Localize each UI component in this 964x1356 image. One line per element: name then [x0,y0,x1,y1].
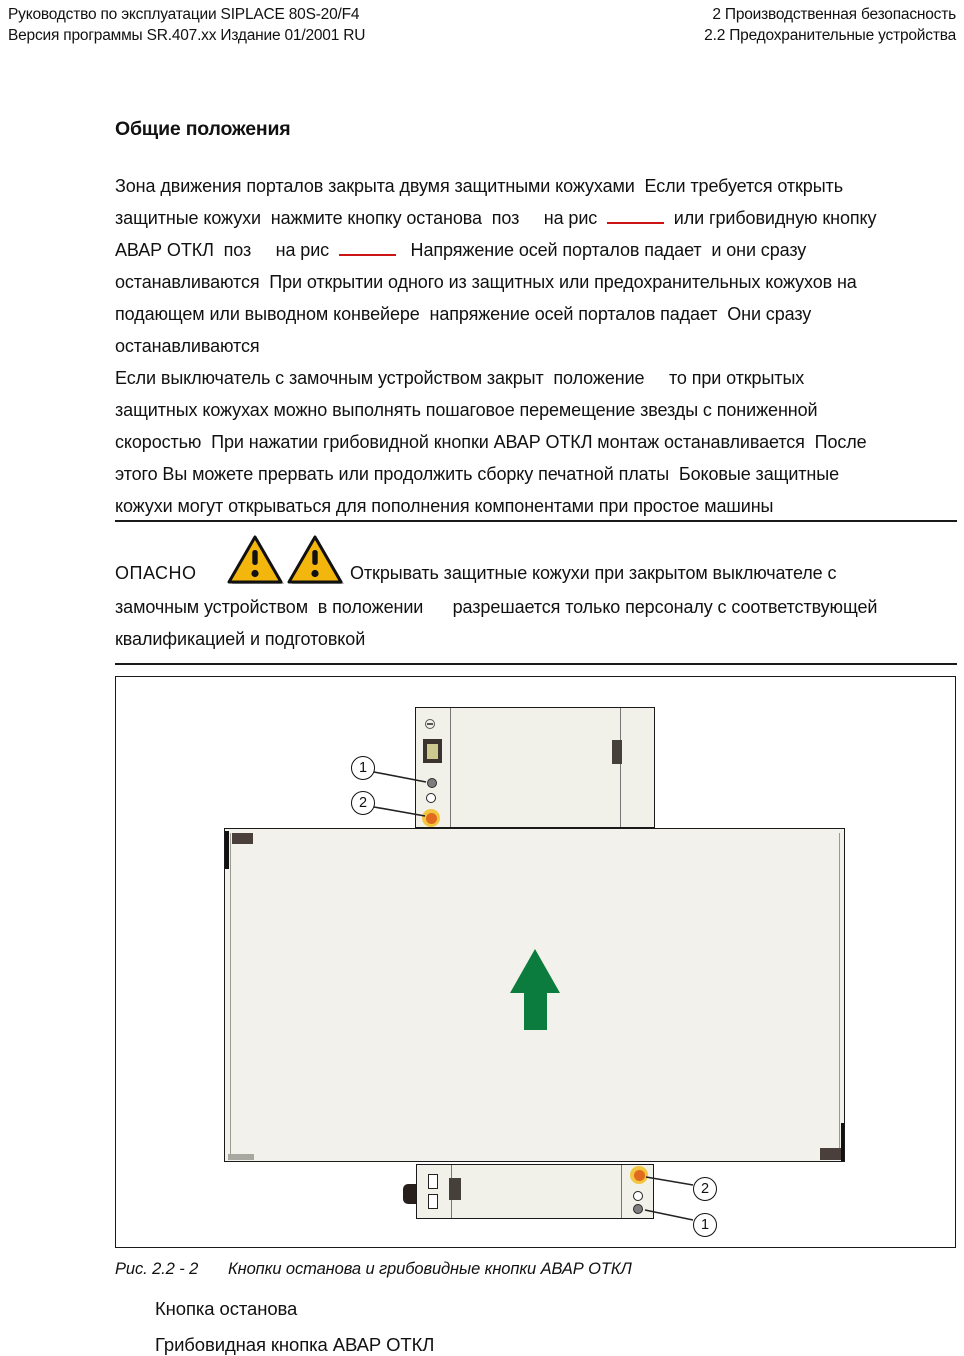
body-line: Зона движения порталов закрыта двумя защитными кожухами Если требуется открыть [115,176,843,196]
page-title: Общие положения [115,118,291,140]
edge-hinge-left [225,831,229,869]
indicator-hole-bottom [633,1191,643,1201]
body-text-segment: АВАР ОТКЛ поз на рис [115,240,339,260]
warning-triangle-icon [287,535,345,585]
callout-2: 2 [351,791,375,815]
slot-window [428,1174,438,1189]
callout-1: 1 [693,1213,717,1237]
body-line: подающем или выводном конвейере напряжение осей порталов падает Они сразу [115,304,812,324]
callout-2: 2 [693,1177,717,1201]
connector-plug [403,1184,416,1204]
horizontal-divider [115,520,957,522]
gantry-unit-top [415,707,655,828]
body-text-segment: или грибовидную кнопку [664,208,877,228]
edge-hinge-right [841,1123,844,1161]
body-text-segment: защитные кожухи нажмите кнопку останова поз на рис [115,208,607,228]
machine-body [224,828,845,1162]
slot-window [428,1194,438,1209]
cover-edge-line-right [839,833,840,1157]
manual-title: Руководство по эксплуатации SIPLACE 80S-20/F4 [8,6,360,23]
key-slot [427,723,433,725]
lock-switch-window [427,744,438,759]
header-right [704,4,956,46]
danger-text-line: замочным устройством в положении разрешается только персоналу с соответствующей [115,597,878,617]
panel-divider [450,708,451,827]
callout-1: 1 [351,756,375,780]
lock-switch[interactable] [423,739,442,763]
body-line: кожухи могут открываться для пополнения компонентами при простое машины [115,496,774,516]
cover-handle[interactable] [449,1178,461,1200]
chapter-title: 2 Производственная безопасность [712,6,956,23]
horizontal-divider [115,663,957,665]
figure-machine-top-view [115,676,956,1248]
gantry-unit-bottom [416,1164,654,1219]
figure-reference-link[interactable] [339,241,396,256]
figure-caption [115,1260,632,1279]
legend-stop-button: Кнопка останова [155,1298,298,1319]
key-switch-icon [425,719,435,729]
panel-divider [621,1165,622,1218]
emergency-stop-cap [634,1170,645,1181]
cover-handle[interactable] [612,740,622,764]
indicator-hole-top [426,793,436,803]
emergency-stop-button-top[interactable] [422,809,440,827]
legend-emergency-stop-button: Грибовидная кнопка АВАР ОТКЛ [155,1334,435,1355]
emergency-stop-button-bottom[interactable] [630,1166,648,1184]
manual-version: Версия программы SR.407.xx Издание 01/2001 RU [8,27,366,44]
panel-divider [620,708,621,827]
figure-caption-label: Рис. 2.2 - 2 [115,1260,199,1278]
emergency-stop-cap [426,813,437,824]
figure-caption-text: Кнопки останова и грибовидные кнопки АВАР ОТКЛ [228,1260,632,1278]
corner-fitting-bottom-right [820,1148,841,1160]
body-text-segment: Напряжение осей порталов падает и они сразу [395,240,807,260]
stop-button-bottom[interactable] [633,1204,643,1214]
body-line: останавливаются [115,336,260,356]
section-number: 2.2 Предохранительные устройства [704,27,956,44]
body-line: этого Вы можете прервать или продолжить сборку печатной платы Боковые защитные [115,464,840,484]
body-text [115,170,960,522]
body-line: скоростью При нажатии грибовидной кнопки АВАР ОТКЛ монтаж останавливается После [115,432,867,452]
header-left [8,4,365,46]
danger-label: ОПАСНО [115,563,197,583]
body-line [115,234,960,266]
foot-block [228,1154,254,1160]
cover-edge-line-left [230,833,231,1157]
corner-fitting-top-left [232,833,253,844]
body-line [115,202,960,234]
body-line: останавливаются При открытии одного из защитных или предохранительных кожухов на [115,272,857,292]
figure-reference-link[interactable] [607,209,664,224]
body-line: Если выключатель с замочным устройством закрыт положение то при открытых [115,368,805,388]
stop-button-top[interactable] [427,778,437,788]
danger-text-line: квалификацией и подготовкой [115,629,366,649]
danger-text-line: Открывать защитные кожухи при закрытом выключателе с [350,563,837,583]
warning-triangle-icon [227,535,285,585]
body-line: защитных кожухах можно выполнять пошаговое перемещение звезды с пониженной [115,400,818,420]
